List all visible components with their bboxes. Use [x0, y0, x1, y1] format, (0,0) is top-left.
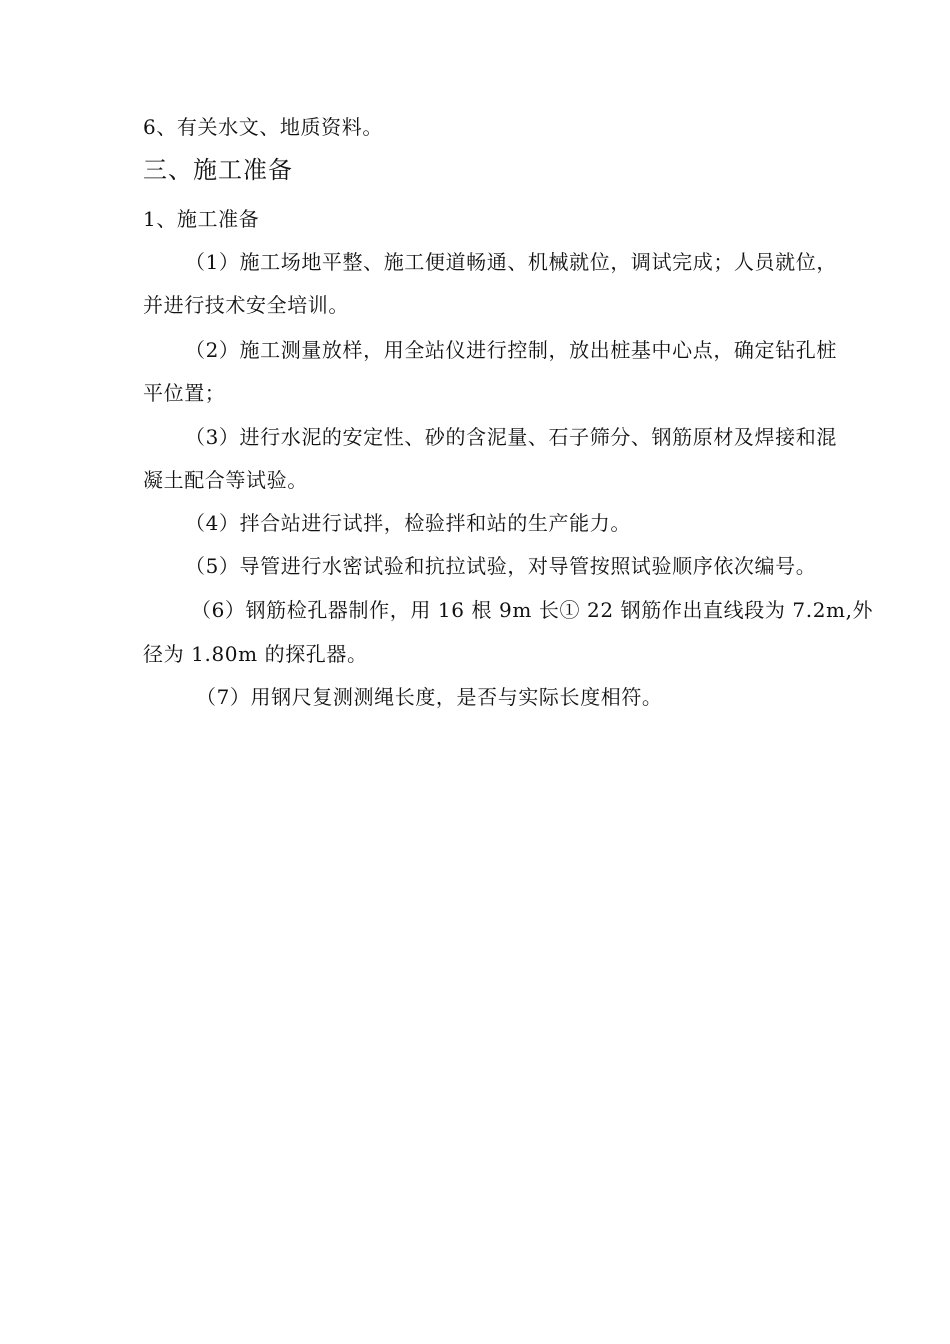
paragraph-4: （4）拌合站进行试拌，检验拌和站的生产能力。	[185, 511, 631, 535]
paragraph-1-line-2: 并进行技术安全培训。	[143, 293, 349, 317]
paragraph-1-line-1: （1）施工场地平整、施工便道畅通、机械就位，调试完成；人员就位，	[185, 250, 837, 274]
paragraph-6-line-1: （6）钢筋检孔器制作，用 16 根 9m 长① 22 钢筋作出直线段为 7.2m,外	[191, 598, 874, 622]
subsection-heading: 1、施工准备	[143, 207, 260, 231]
paragraph-5: （5）导管进行水密试验和抗拉试验，对导管按照试验顺序依次编号。	[185, 554, 817, 578]
paragraph-6-line-2: 径为 1.80m 的探孔器。	[143, 642, 368, 666]
paragraph-2-line-1: （2）施工测量放样，用全站仪进行控制，放出桩基中心点，确定钻孔桩	[185, 338, 837, 362]
paragraph-3-line-2: 凝土配合等试验。	[143, 468, 308, 492]
list-item-6: 6、有关水文、地质资料。	[143, 115, 383, 139]
paragraph-2-line-2: 平位置；	[143, 381, 226, 405]
paragraph-7: （7）用钢尺复测测绳长度，是否与实际长度相符。	[196, 685, 663, 709]
section-heading: 三、施工准备	[143, 156, 293, 184]
paragraph-3-line-1: （3）进行水泥的安定性、砂的含泥量、石子筛分、钢筋原材及焊接和混	[185, 425, 837, 449]
